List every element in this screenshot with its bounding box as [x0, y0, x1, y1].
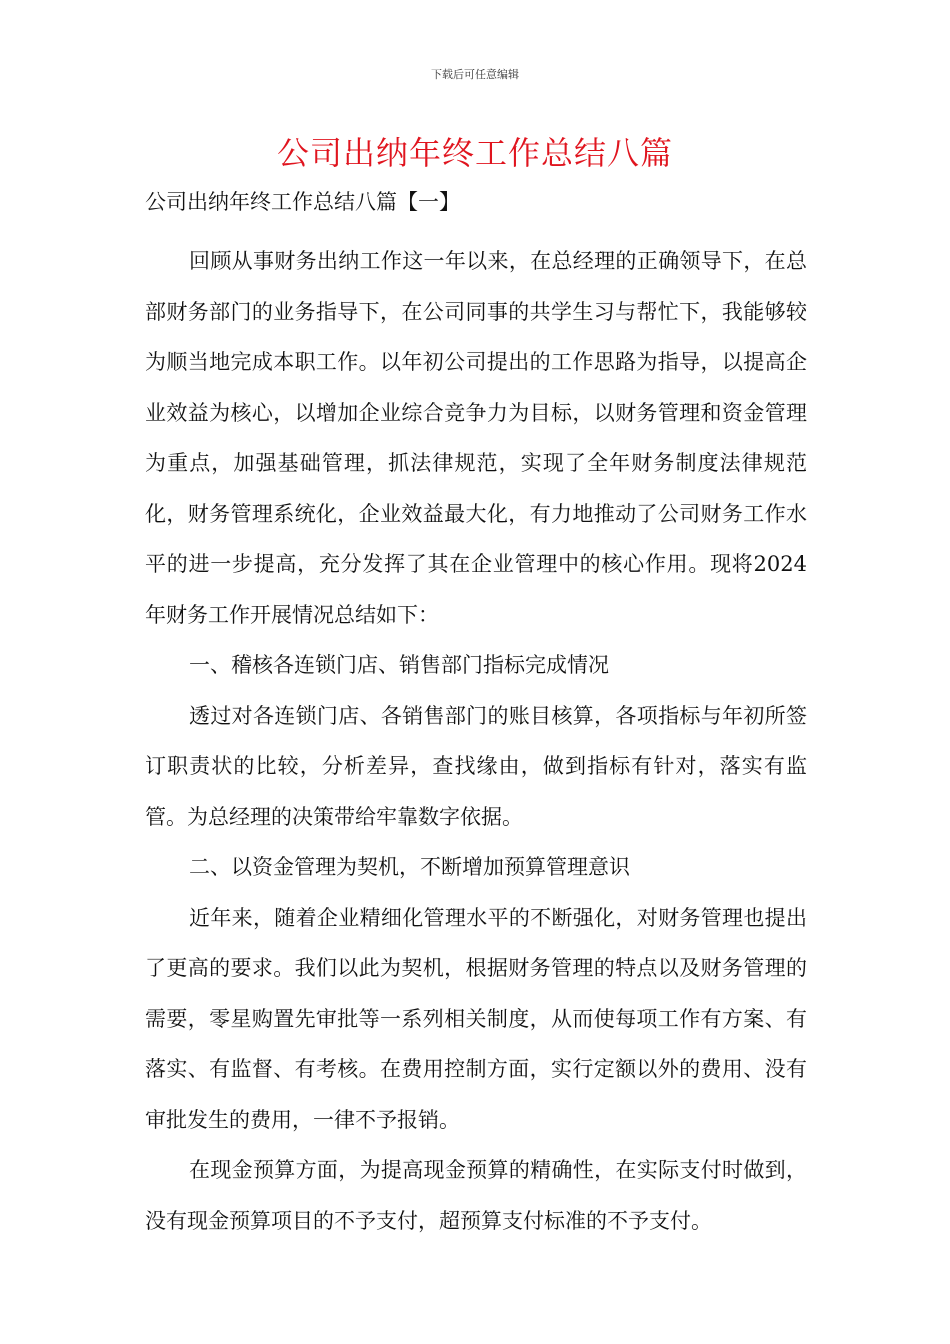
- section-heading-1: 一、稽核各连锁门店、销售部门指标完成情况: [189, 653, 609, 677]
- section-subtitle: 公司出纳年终工作总结八篇【一】: [145, 190, 460, 214]
- paragraph-cash-budget: 在现金预算方面，为提高现金预算的精确性，在实际支付时做到，没有现金预算项目的不予支付，超预算支付标准的不予支付。: [145, 1158, 807, 1233]
- paragraph-intro: 回顾从事财务出纳工作这一年以来，在总经理的正确领导下，在总部财务部门的业务指导下，在公司同事的共学生习与帮忙下，我能够较为顺当地完成本职工作。以年初公司提出的工作思路为指导，以提高企业效益为核心，以增加企业综合竞争力为目标，以财务管理和资金管理为重点，加强基础管理，抓法律规范，实现了全年财务制度法律规范化，财务管理系统化，企业效益最大化，有力地推动了公司财务工作水平的进一步提高，充分发挥了其在企业管理中的核心作用。现将2024年财务工作开展情况总结如下：: [145, 249, 807, 627]
- paragraph-audit: 透过对各连锁门店、各销售部门的账目核算，各项指标与年初所签订职责状的比较，分析差异，查找缘由，做到指标有针对，落实有监管。为总经理的决策带给牢靠数字依据。: [145, 703, 807, 829]
- header-note: 下载后可任意编辑: [431, 68, 519, 81]
- section-heading-2: 二、以资金管理为契机，不断增加预算管理意识: [189, 855, 630, 879]
- document-body: [145, 184, 807, 1246]
- paragraph-budget-management: 近年来，随着企业精细化管理水平的不断强化，对财务管理也提出了更高的要求。我们以此为契机，根据财务管理的特点以及财务管理的需要，零星购置先审批等一系列相关制度，从而使每项工作有方案、有落实、有监督、有考核。在费用控制方面，实行定额以外的费用、没有审批发生的费用，一律不予报销。: [145, 905, 807, 1132]
- document-title: 公司出纳年终工作总结八篇: [276, 134, 673, 172]
